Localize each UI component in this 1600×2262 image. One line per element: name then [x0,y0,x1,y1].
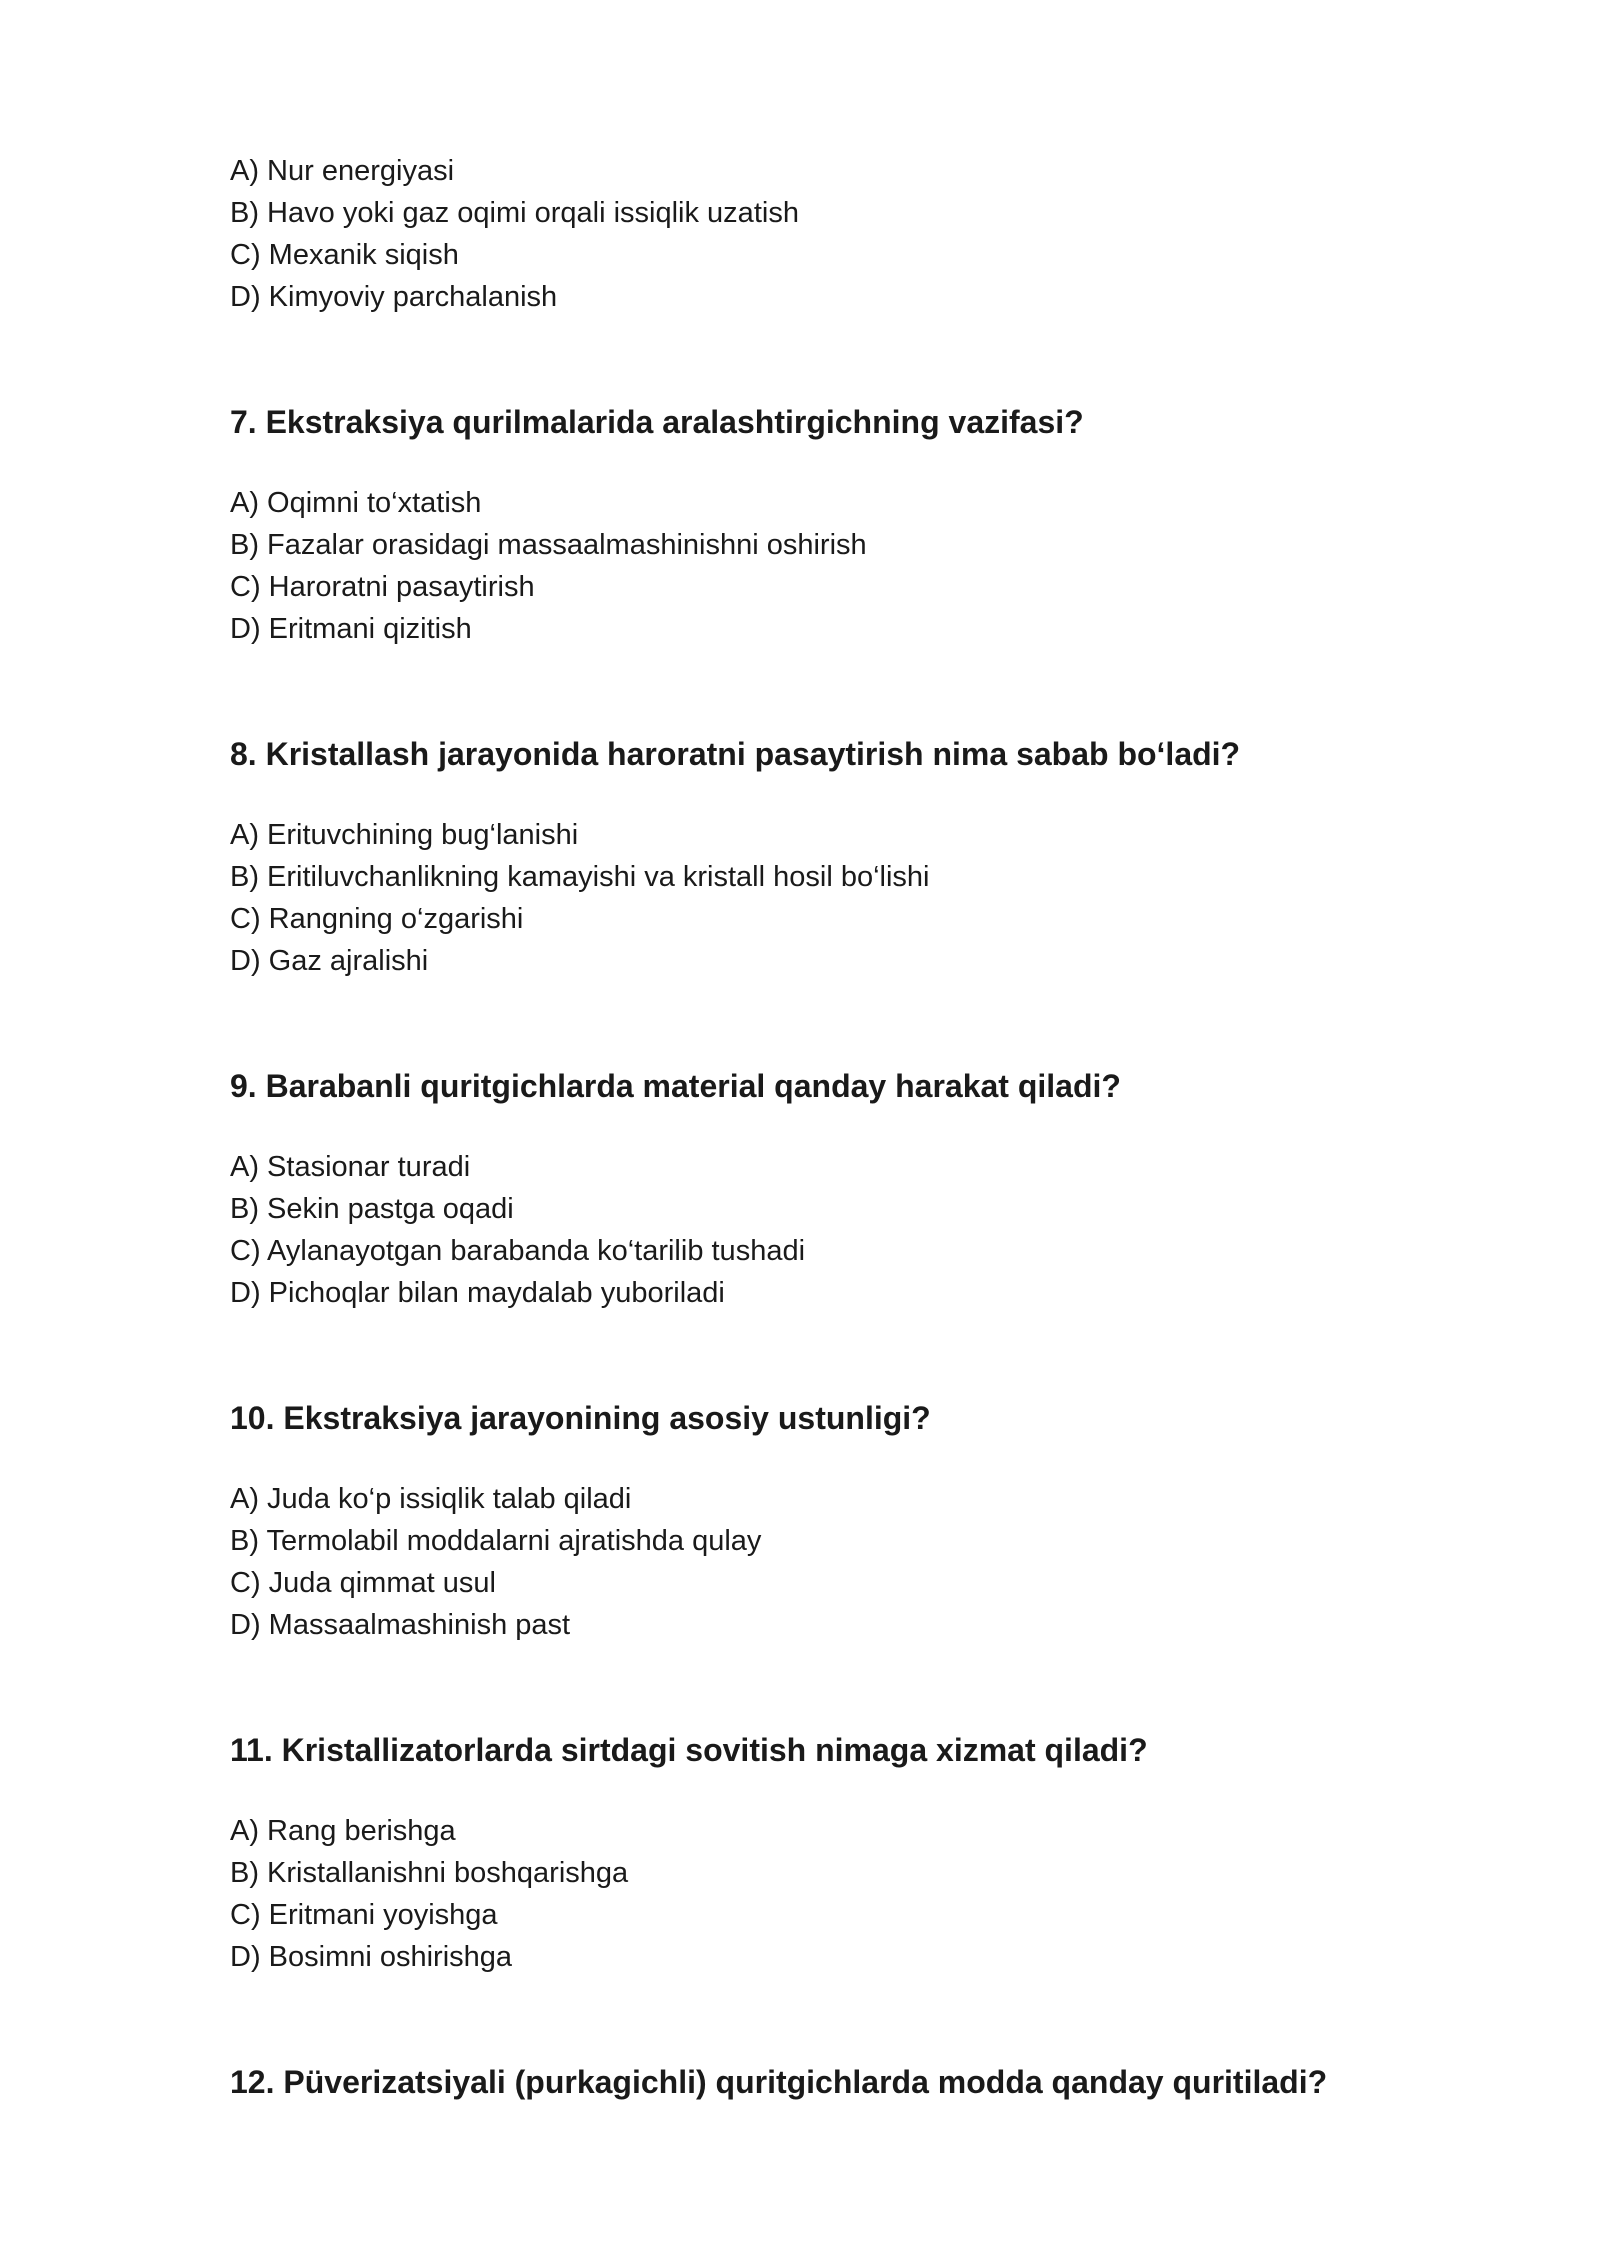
option-d: D) Bosimni oshirishga [230,1941,513,1973]
option-b: B) Sekin pastga oqadi [230,1193,514,1225]
option-b: B) Havo yoki gaz oqimi orqali issiqlik uzatish [230,197,799,229]
option-b: B) Eritiluvchanlikning kamayishi va kristall hosil bo‘lishi [230,861,930,893]
option-list [230,814,1450,982]
option-a: A) Stasionar turadi [230,1151,471,1183]
option-c: C) Juda qimmat usul [230,1567,496,1599]
option-b: B) Kristallanishni boshqarishga [230,1857,629,1889]
option-list [230,150,1450,318]
option-list [230,1478,1450,1646]
option-c: C) Aylanayotgan barabanda ko‘tarilib tushadi [230,1235,806,1267]
option-a: A) Juda ko‘p issiqlik talab qiladi [230,1483,632,1515]
option-list [230,1146,1450,1314]
option-d: D) Kimyoviy parchalanish [230,281,558,313]
question-title: 11. Kristallizatorlarda sirtdagi sovitish nimaga xizmat qiladi? [230,1732,1148,1768]
question-title: 12. Püverizatsiyali (purkagichli) quritgichlarda modda qanday quritiladi? [230,2064,1328,2100]
option-c: C) Eritmani yoyishga [230,1899,498,1931]
option-a: A) Nur energiyasi [230,155,455,187]
option-a: A) Oqimni to‘xtatish [230,487,482,519]
option-list [230,482,1450,650]
question-title: 10. Ekstraksiya jarayonining asosiy ustunligi? [230,1400,931,1436]
option-c: C) Mexanik siqish [230,239,459,271]
option-list [230,1810,1450,1978]
document-page [230,150,1450,2104]
option-b: B) Termolabil moddalarni ajratishda qulay [230,1525,762,1557]
option-c: C) Rangning o‘zgarishi [230,903,524,935]
option-a: A) Rang berishga [230,1815,456,1847]
option-b: B) Fazalar orasidagi massaalmashinishni oshirish [230,529,867,561]
option-d: D) Pichoqlar bilan maydalab yuboriladi [230,1277,725,1309]
question-title: 9. Barabanli quritgichlarda material qanday harakat qiladi? [230,1068,1121,1104]
question-title: 8. Kristallash jarayonida haroratni pasaytirish nima sabab bo‘ladi? [230,736,1241,772]
option-d: D) Massaalmashinish past [230,1609,571,1641]
question-title: 7. Ekstraksiya qurilmalarida aralashtirgichning vazifasi? [230,404,1084,440]
option-d: D) Eritmani qizitish [230,613,472,645]
option-d: D) Gaz ajralishi [230,945,429,977]
option-a: A) Erituvchining bug‘lanishi [230,819,579,851]
option-c: C) Haroratni pasaytirish [230,571,535,603]
